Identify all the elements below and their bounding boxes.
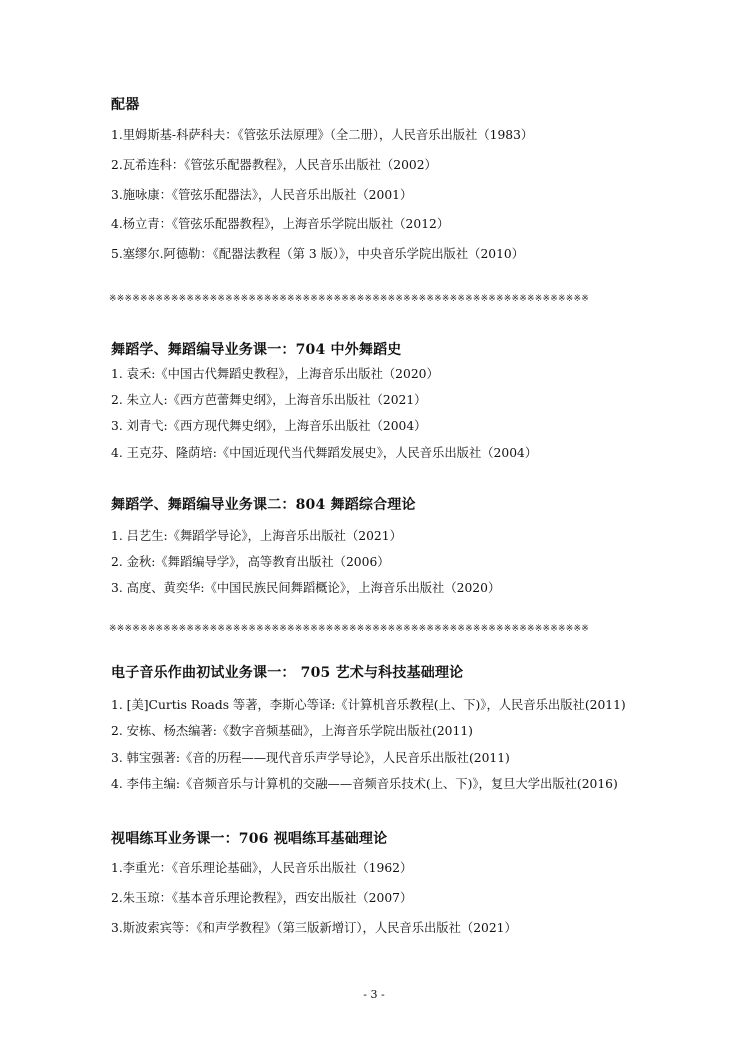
separator-line: ※※※※※※※※※※※※※※※※※※※※※※※※※※※※※※※※※※※※※※※※※※※※※※※※※※※※※※※※※※※※※※ [109,624,589,634]
reference-item: 3. 刘青弋:《西方现代舞史纲》，上海音乐出版社（2004） [111,419,427,433]
reference-item: 1. 吕艺生:《舞蹈学导论》，上海音乐出版社（2021） [111,529,402,543]
reference-item: 3.施咏康：《管弦乐配器法》，人民音乐出版社（2001） [111,188,413,202]
section-heading-dance-history: 舞蹈学、舞蹈编导业务课一：704 中外舞蹈史 [111,342,402,358]
reference-item: 2. 金秋:《舞蹈编导学》，高等教育出版社（2006） [111,555,390,569]
reference-item: 3. 高度、黄奕华:《中国民族民间舞蹈概论》，上海音乐出版社（2020） [111,581,501,595]
reference-item: 5.塞缪尔.阿德勒：《配器法教程（第 3 版）》，中央音乐学院出版社（2010） [111,247,525,261]
reference-item: 1. [美]Curtis Roads 等著，李斯心等译:《计算机音乐教程(上、下)》，人民音乐出版社(2011) [111,698,626,712]
reference-item: 1.里姆斯基-科萨科夫：《管弦乐法原理》（全二册），人民音乐出版社（1983） [111,128,534,142]
reference-item: 2.朱玉琼：《基本音乐理论教程》，西安出版社（2007） [111,891,413,905]
reference-item: 4.杨立青：《管弦乐配器教程》，上海音乐学院出版社（2012） [111,217,450,231]
reference-item: 1.李重光：《音乐理论基础》，人民音乐出版社（1962） [111,861,413,875]
reference-item: 2.瓦希连科：《管弦乐配器教程》，人民音乐出版社（2002） [111,158,437,172]
section-heading-solfeggio: 视唱练耳业务课一：706 视唱练耳基础理论 [111,831,388,847]
section-heading-dance-theory: 舞蹈学、舞蹈编导业务课二：804 舞蹈综合理论 [111,497,416,513]
section-heading-electronic-music: 电子音乐作曲初试业务课一： 705 艺术与科技基础理论 [111,665,464,681]
reference-item: 1. 袁禾:《中国古代舞蹈史教程》，上海音乐出版社（2020） [111,367,439,381]
reference-item: 3. 韩宝强著:《音的历程——现代音乐声学导论》，人民音乐出版社(2011) [111,751,510,765]
reference-item: 4. 王克芬、隆荫培:《中国近现代当代舞蹈发展史》，人民音乐出版社（2004） [111,446,538,460]
reference-item: 2. 朱立人:《西方芭蕾舞史纲》，上海音乐出版社（2021） [111,393,427,407]
reference-item: 4. 李伟主编:《音频音乐与计算机的交融——音频音乐技术(上、下)》，复旦大学出版社(2016) [111,777,618,791]
page-number: - 3 - [363,988,385,1001]
section-heading-orchestration: 配器 [111,97,140,113]
reference-item: 3.斯波索宾等：《和声学教程》（第三版新增订），人民音乐出版社（2021） [111,921,517,935]
separator-line: ※※※※※※※※※※※※※※※※※※※※※※※※※※※※※※※※※※※※※※※※※※※※※※※※※※※※※※※※※※※※※※ [109,294,589,304]
reference-item: 2. 安栋、杨杰编著:《数字音频基础》，上海音乐学院出版社(2011) [111,724,473,738]
